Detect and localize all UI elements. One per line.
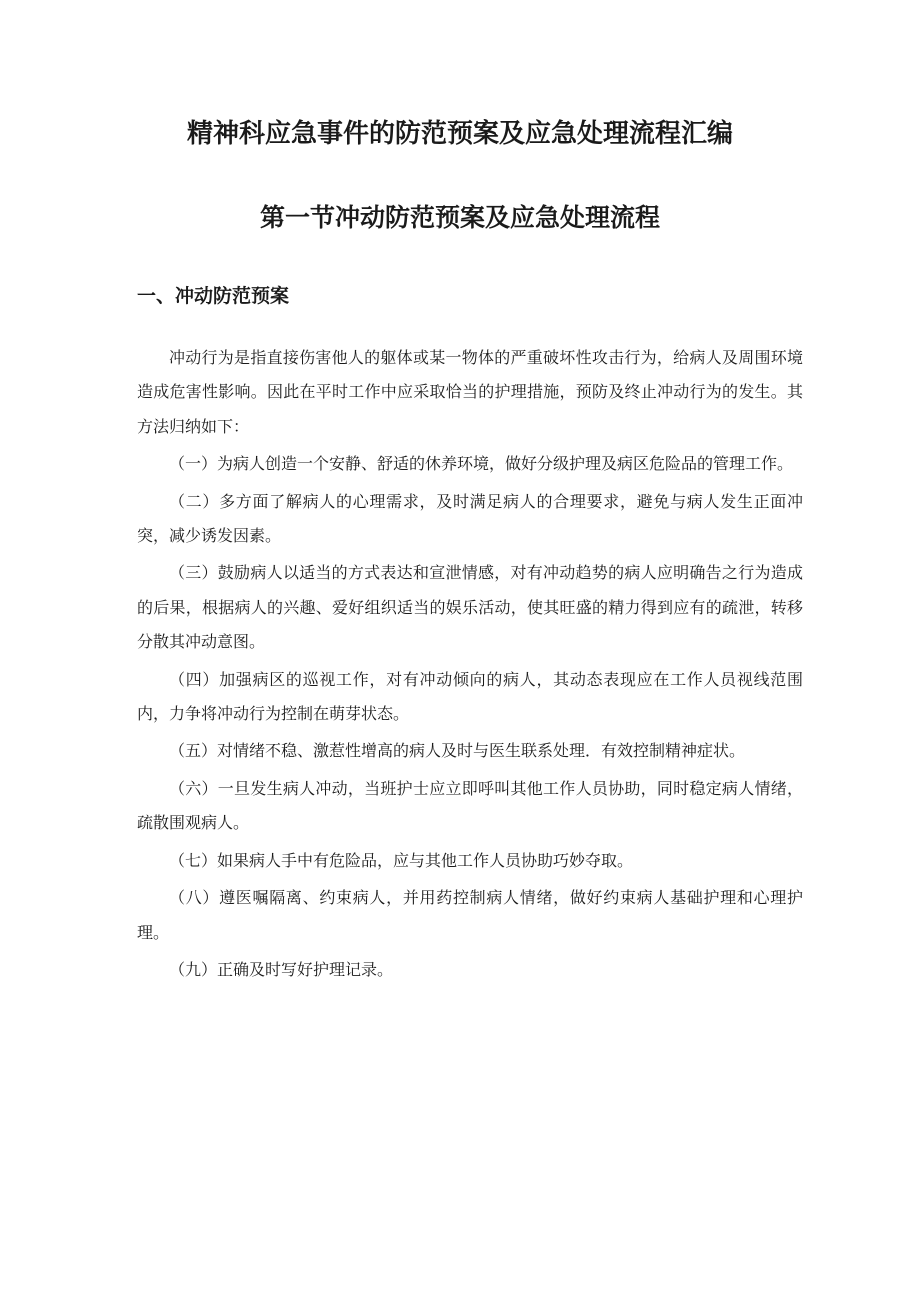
list-item-7: （七）如果病人手中有危险品，应与其他工作人员协助巧妙夺取。: [169, 850, 634, 870]
list-item-9: （九）正确及时写好护理记录。: [169, 959, 394, 979]
section-title: 第一节冲动防范预案及应急处理流程: [259, 203, 660, 232]
list-item-8: （八）遵医嘱隔离、约束病人，并用药控制病人情绪，做好约束病人基础护理和心理护理。: [137, 888, 803, 942]
list-item-6: （六）一旦发生病人冲动，当班护士应立即呼叫其他工作人员协助，同时稳定病人情绪，疏散围观病人。: [137, 778, 803, 833]
list-item-2: （二）多方面了解病人的心理需求，及时满足病人的合理要求，避免与病人发生正面冲突，减少诱发因素。: [137, 491, 803, 546]
list-item-4: （四）加强病区的巡视工作，对有冲动倾向的病人，其动态表现应在工作人员视线范围内，力争将冲动行为控制在萌芽状态。: [137, 669, 803, 724]
list-item-5: （五）对情绪不稳、激惹性增高的病人及时与医生联系处理．有效控制精神症状。: [169, 741, 746, 761]
document-title: 精神科应急事件的防范预案及应急处理流程汇编: [186, 119, 733, 149]
intro-paragraph: 冲动行为是指直接伤害他人的躯体或某一物体的严重破坏性攻击行为，给病人及周围环境造成危害性影响。因此在平时工作中应采取恰当的护理措施，预防及终止冲动行为的发生。其方法归纳如下：: [137, 348, 803, 436]
list-item-3: （三）鼓励病人以适当的方式表达和宣泄情感，对有冲动趋势的病人应明确告之行为造成的后果，根据病人的兴趣、爱好组织适当的娱乐活动，使其旺盛的精力得到应有的疏泄，转移分散其冲动意图。: [137, 563, 803, 652]
list-item-1: （一）为病人创造一个安静、舒适的休养环境，做好分级护理及病区危险品的管理工作。: [169, 454, 794, 474]
body-text: [137, 341, 803, 990]
sub-heading: 一、冲动防范预案: [137, 285, 290, 307]
